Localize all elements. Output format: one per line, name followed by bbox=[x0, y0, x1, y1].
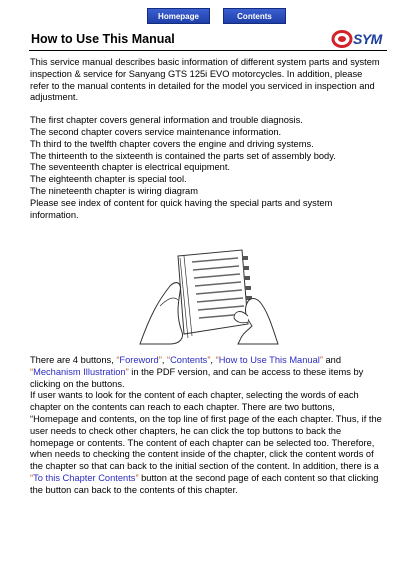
text-span: button at the second page of each content so that clicking the button can back to the contents of this chapter. bbox=[30, 472, 379, 495]
page-header bbox=[29, 28, 387, 51]
sym-logo bbox=[331, 29, 387, 49]
text-span: in the PDF version, and can be access to these items by clicking on the buttons. bbox=[30, 366, 364, 389]
chapter-line: Th third to the twelfth chapter covers the engine and driving systems. bbox=[30, 138, 314, 149]
user-guide-paragraph: If user wants to look for the content of each chapter, selecting the words of each chapter on the contents can reach to each chapter. There are two buttons, “Homepage and contents, on the top line of first page of the each chapter. Thus, if the user needs to check other chapters, he can click the top buttons to back the homepage or contents. The content of each chapter can be selected too. Therefore, when needs to checking the content inside of the chapter, click the content words of the chapter so that can back to the initial section of the content. In addition, there is a “To this Chapter Contents” button at the second page of each content so that clicking the button can back to the contents of this chapter. bbox=[30, 390, 382, 495]
sym-logo-icon bbox=[331, 29, 353, 49]
manual-text-top bbox=[30, 57, 382, 221]
contents-button[interactable]: Contents bbox=[223, 8, 286, 24]
homepage-button[interactable]: Homepage bbox=[147, 8, 210, 24]
chapter-line: The seventeenth chapter is electrical equipment. bbox=[30, 162, 230, 173]
page-title: How to Use This Manual bbox=[31, 32, 175, 46]
intro-paragraph: This service manual describes basic information of different system parts and system inspection & service for Sanyang GTS 125i EVO motorcycles. In addition, please refer to the manual contents in detailed for the model you serviced in inspection and adjustment. bbox=[30, 57, 380, 103]
text-span: and bbox=[322, 355, 342, 365]
chapter-line: The nineteenth chapter is wiring diagram bbox=[30, 185, 198, 196]
text-span: , bbox=[161, 355, 167, 365]
chapter-line: Please see index of content for quick having the special parts and system information. bbox=[30, 197, 333, 220]
text-span: , bbox=[210, 355, 216, 365]
contents-link[interactable]: Contents bbox=[170, 355, 208, 365]
manual-text-bottom bbox=[30, 355, 382, 497]
top-navigation bbox=[0, 8, 416, 24]
text-span: There are 4 buttons, bbox=[30, 355, 117, 365]
foreword-link[interactable]: Foreword bbox=[119, 355, 159, 365]
how-to-use-link[interactable]: How to Use This Manual bbox=[218, 355, 320, 365]
chapter-line: The first chapter covers general information and trouble diagnosis. bbox=[30, 115, 303, 126]
mechanism-illustration-link[interactable]: Mechanism Illustration bbox=[33, 366, 126, 377]
chapter-line: The second chapter covers service maintenance information. bbox=[30, 126, 282, 137]
hands-holding-manual-illustration bbox=[130, 246, 290, 346]
text-span: If user wants to look for the content of each chapter, selecting the words of each chapter on the contents can reach to each chapter. There are two buttons, “Homepage and contents, on the top line of first page of the each chapter. Thus, if the user needs to check other chapters, he can click the top buttons to back the homepage or contents. The content of each chapter can be selected too. Therefore, when needs to checking the content inside of the chapter, click the content words of the chapter so that can back to the initial section of the content. In addition, there is a bbox=[30, 390, 382, 472]
chapter-line: The eighteenth chapter is special tool. bbox=[30, 174, 187, 185]
buttons-paragraph: There are 4 buttons, “Foreword”, “Contents”, “How to Use This Manual” and “Mechanism Illustration” in the PDF version, and can be access to these items by clicking on the buttons. bbox=[30, 355, 364, 389]
chapter-line: The thirteenth to the sixteenth is contained the parts set of assembly body. bbox=[30, 150, 336, 161]
logo-text: SYM bbox=[353, 31, 382, 47]
to-this-chapter-contents-link[interactable]: To this Chapter Contents bbox=[33, 472, 136, 483]
